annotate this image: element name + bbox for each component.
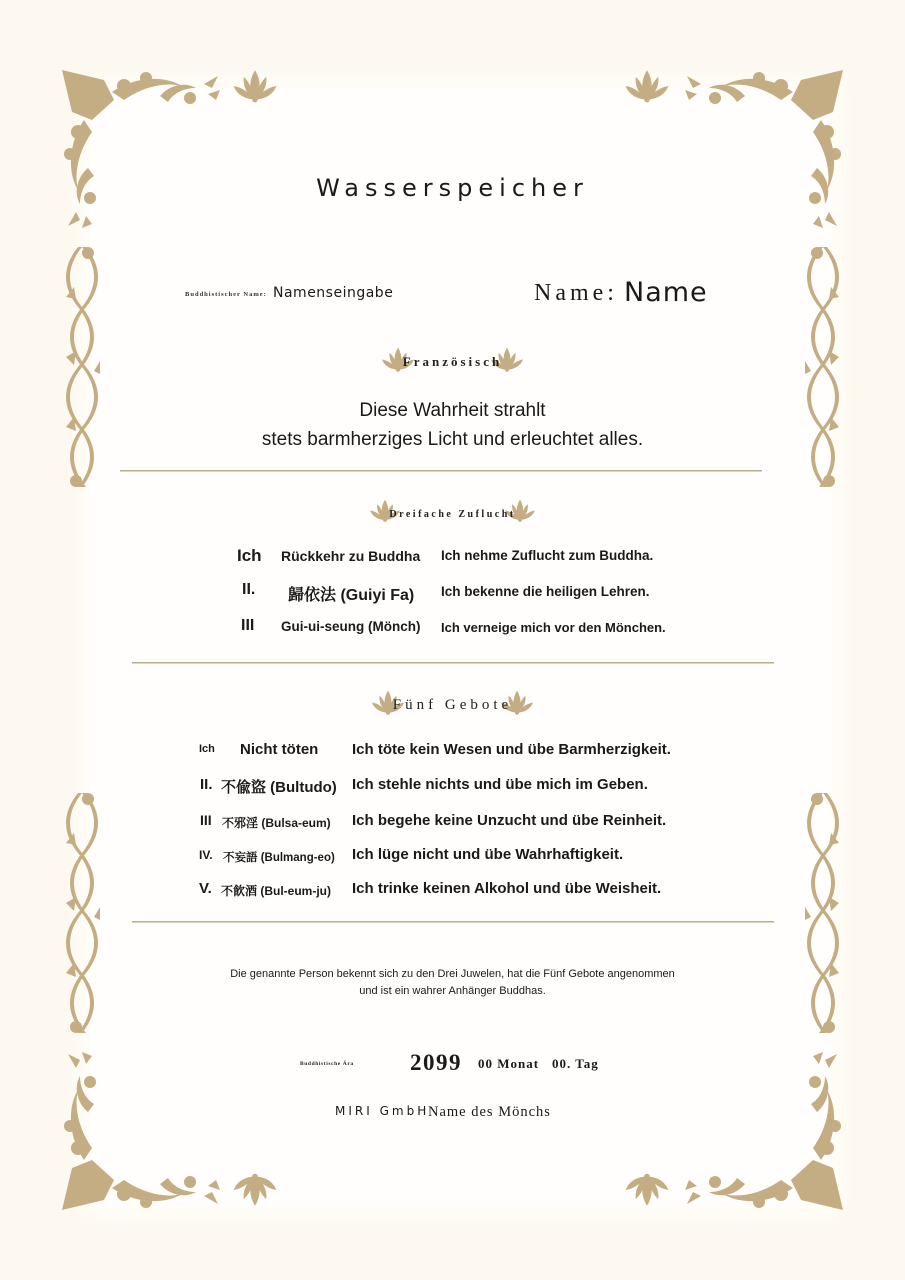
precepts-section-heading: [0, 690, 905, 720]
refuge-meaning: Ich nehme Zuflucht zum Buddha.: [441, 548, 654, 563]
precept-term: 不偸盜 (Bultudo): [221, 779, 337, 796]
precept-meaning: Ich lüge nicht und übe Wahrhaftigkeit.: [352, 846, 624, 863]
closing-statement: [0, 966, 905, 1000]
precept-numeral: IV.: [199, 848, 213, 862]
precept-numeral: Ich: [199, 743, 215, 755]
precept-numeral: II.: [200, 776, 213, 793]
precept-numeral: V.: [199, 880, 212, 897]
motto-line: stets barmherziges Licht und erleuchtet alles.: [261, 429, 644, 450]
refuge-numeral: II.: [242, 581, 256, 598]
month-field[interactable]: 00 Monat: [478, 1056, 540, 1071]
organization-name: MIRI GmbH: [335, 1104, 430, 1118]
precept-row: [0, 812, 905, 834]
precept-row: [0, 776, 905, 798]
motto-line: Diese Wahrheit strahlt: [359, 400, 546, 421]
name-field[interactable]: Name: [624, 277, 708, 308]
lotus-icon: [624, 1172, 670, 1208]
precept-row: [0, 846, 905, 868]
corner-ornament-top-left: [62, 70, 232, 240]
day-field[interactable]: 00. Tag: [552, 1056, 599, 1071]
precept-row: [0, 880, 905, 902]
section-divider: [132, 662, 774, 663]
precepts-heading-label: Fünf Gebote: [392, 697, 513, 713]
motto-section-heading: [0, 347, 905, 377]
precept-meaning: Ich begehe keine Unzucht und übe Reinheit.: [352, 812, 667, 829]
precept-term: 不飮酒 (Bul-eum-ju): [221, 884, 331, 898]
precept-numeral: III: [200, 812, 212, 828]
year-field[interactable]: 2099: [410, 1050, 462, 1075]
refuge-row: [0, 581, 905, 603]
refuge-numeral: III: [241, 617, 255, 634]
precept-meaning: Ich stehle nichts und übe mich im Geben.: [352, 776, 648, 793]
closing-line: Die genannte Person bekennt sich zu den Drei Juwelen, hat die Fünf Gebote angenommen: [230, 968, 675, 980]
era-label: Buddhistische Ära: [300, 1061, 354, 1067]
refuge-term: Rückkehr zu Buddha: [281, 548, 421, 564]
refuge-term: Gui-ui-seung (Mönch): [281, 619, 421, 634]
motto-heading-label: Französisch: [402, 354, 503, 369]
precept-meaning: Ich trinke keinen Alkohol und übe Weisheit.: [352, 880, 662, 897]
precept-term: 不妄語 (Bulmang-eo): [223, 852, 335, 864]
buddhist-name-label: Buddhistischer Name:: [185, 291, 267, 298]
certificate-title: Wasserspeicher: [316, 174, 589, 202]
refuge-section-heading: [0, 498, 905, 528]
refuge-numeral: Ich: [237, 546, 262, 565]
refuge-row: [0, 546, 905, 568]
lotus-icon: [232, 1172, 278, 1208]
section-divider: [132, 921, 774, 922]
section-divider: [120, 470, 762, 471]
refuge-meaning: Ich bekenne die heiligen Lehren.: [441, 584, 650, 599]
lotus-icon: [232, 68, 278, 104]
refuge-meaning: Ich verneige mich vor den Mönchen.: [441, 620, 666, 635]
precept-meaning: Ich töte kein Wesen und übe Barmherzigkeit.: [352, 741, 671, 758]
refuge-term: 歸依法 (Guiyi Fa): [288, 587, 415, 604]
refuge-row: [0, 617, 905, 639]
monk-name-field[interactable]: Name des Mönchs: [428, 1104, 551, 1120]
buddhist-name-field[interactable]: Namenseingabe: [273, 285, 394, 301]
name-label: Name:: [534, 280, 618, 306]
precept-term: 不邪淫 (Bulsa-eum): [222, 816, 331, 830]
lotus-icon: [624, 68, 670, 104]
corner-ornament-top-right: [673, 70, 843, 240]
precept-row: [0, 741, 905, 763]
motto-text: [0, 396, 905, 454]
closing-line: und ist ein wahrer Anhänger Buddhas.: [359, 985, 546, 997]
corner-ornament-bottom-right: [673, 1040, 843, 1210]
corner-ornament-bottom-left: [62, 1040, 232, 1210]
refuge-heading-label: Dreifache Zuflucht: [389, 509, 516, 520]
precept-term: Nicht töten: [240, 741, 319, 758]
